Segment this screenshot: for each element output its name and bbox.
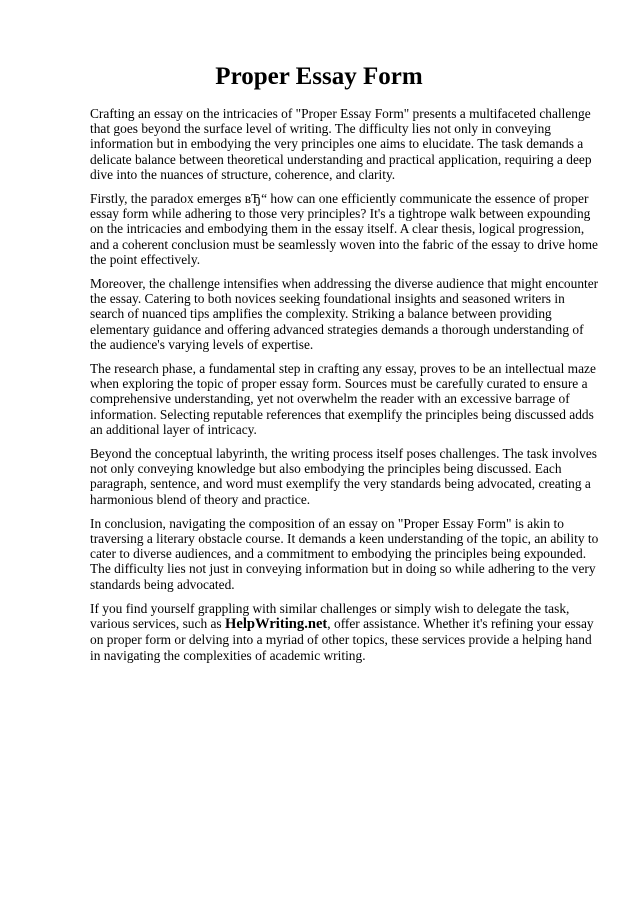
paragraph-audience: Moreover, the challenge intensifies when addressing the diverse audience that might encounter the essay. Catering to both novices seeking foundational insights and seasoned writers in search of nuanced tips amplifies the complexity. Striking a balance between providing elementary guidance and offering advanced strategies demands a thorough understanding of the audience's varying levels of expertise.	[90, 276, 599, 352]
paragraph-writing-process: Beyond the conceptual labyrinth, the writing process itself poses challenges. The task involves not only conveying knowledge but also embodying the principles being discussed. Each paragraph, sentence, and word must exemplify the very standards being advocated, creating a harmonious blend of theory and practice.	[90, 446, 597, 507]
essay-body	[90, 106, 602, 672]
page-title: Proper Essay Form	[215, 63, 423, 90]
paragraph-conclusion: In conclusion, navigating the composition of an essay on "Proper Essay Form" is akin to traversing a literary obstacle course. It demands a keen understanding of the topic, an ability to cater to diverse audiences, and a commitment to embodying the principles being expounded. The difficulty lies not just in conveying information but in doing so while adhering to the very standards being advocated.	[90, 515, 599, 592]
services-text-before: If you find yourself grappling with similar challenges or simply wish to delegate the task, various services, such as	[90, 600, 570, 632]
paragraph-services	[90, 601, 602, 663]
paragraph-paradox: Firstly, the paradox emerges вЂ“ how can one efficiently communicate the essence of proper essay form while adhering to those very principles? It's a tightrope walk between expounding on the intricacies and embodying them in the essay itself. A clear thesis, logical progression, and a coherent conclusion must be seamlessly woven into the fabric of the essay to drive home the point effectively.	[90, 191, 598, 267]
brand-link[interactable]: HelpWriting.net	[225, 616, 328, 633]
paragraph-intro: Crafting an essay on the intricacies of "Proper Essay Form" presents a multifaceted challenge that goes beyond the surface level of writing. The difficulty lies not only in conveying information but in embodying the very principles one aims to elucidate. The task demands a delicate balance between theoretical understanding and practical application, requiring a deep dive into the nuances of structure, coherence, and clarity.	[90, 106, 592, 182]
paragraph-research: The research phase, a fundamental step in crafting any essay, proves to be an intellectual maze when exploring the topic of proper essay form. Sources must be carefully curated to ensure a comprehensive understanding, yet not overwhelm the reader with an excessive barrage of information. Selecting reputable references that exemplify the principles being discussed adds an additional layer of intricacy.	[90, 361, 596, 437]
services-text-after: , offer assistance. Whether it's refining your essay on proper form or delving into a myriad of other topics, these services provide a helping hand in navigating the complexities of academic writing.	[90, 616, 594, 663]
